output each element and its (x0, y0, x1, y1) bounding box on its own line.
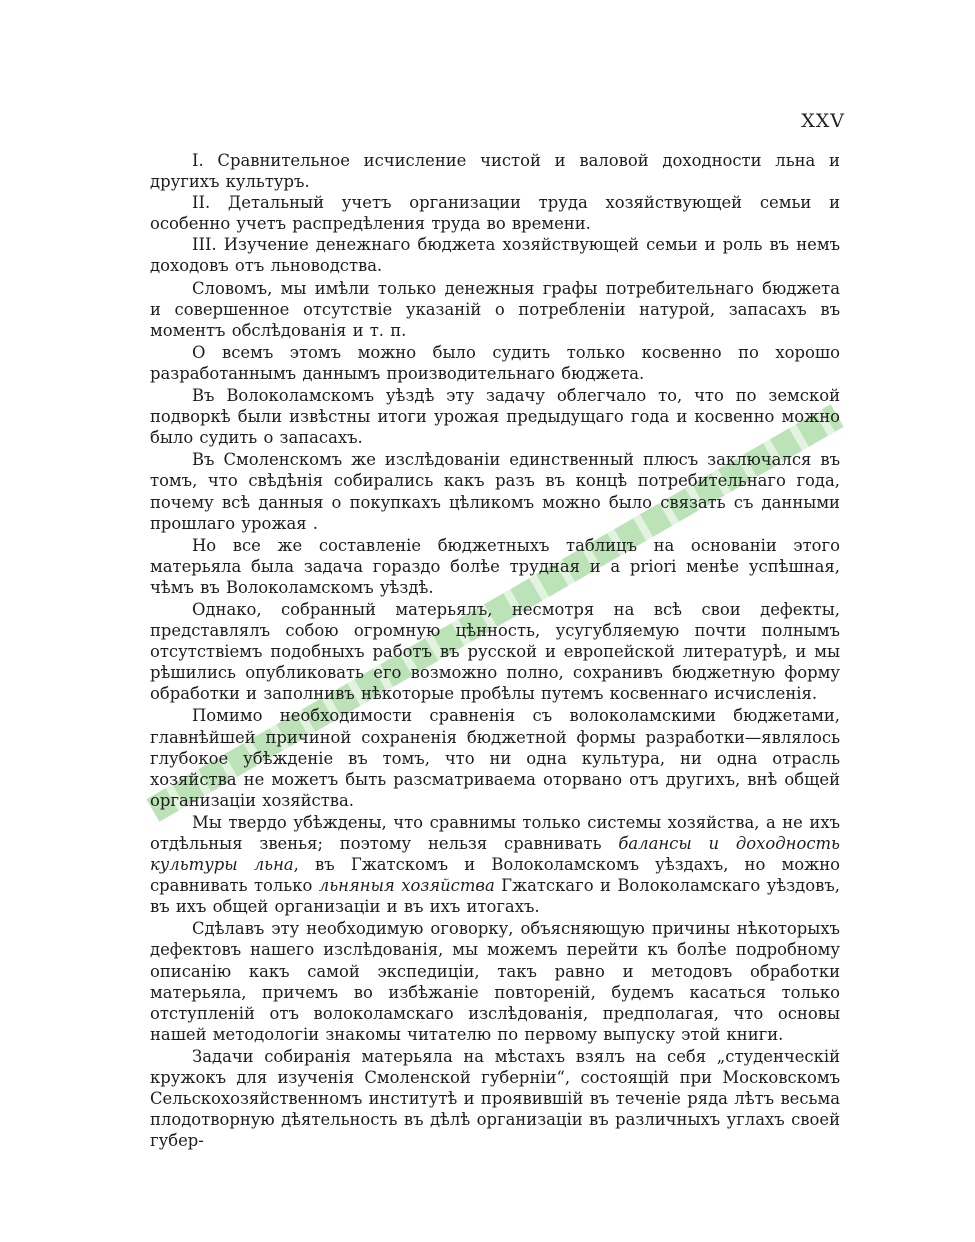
body-text (150, 150, 840, 1151)
paragraph-11 (150, 812, 840, 917)
paragraph-4: Словомъ, мы имѣли только денежныя графы потребительнаго бюджета и совершенное отсутствіе указаній о потребленіи натурой, запасахъ въ моментъ обслѣдованія и т. п. (150, 278, 840, 340)
paragraph-8: Но все же составленіе бюджетныхъ таблицъ на основаніи этого матерьяла была задача гораздо болѣе трудная и a priori менѣе успѣшная, чѣмъ въ Волоколамскомъ уѣздѣ. (150, 535, 840, 597)
paragraph-11-italic-1: балансы и доходность культуры льна (150, 834, 840, 875)
paragraph-3: III. Изучение денежнаго бюджета хозяйствующей семьи и роль въ немъ доходовъ отъ льноводства. (150, 235, 840, 276)
paragraph-11-italic-2: льняныя хозяйства (318, 876, 495, 896)
paragraph-5: О всемъ этомъ можно было судить только косвенно по хорошо разработаннымъ даннымъ производительнаго бюджета. (150, 342, 840, 383)
paragraph-12: Сдѣлавъ эту необходимую оговорку, объясняющую причины нѣкоторыхъ дефектовъ нашего изслѣдованія, мы можемъ перейти къ болѣе подробному описанію какъ самой экспедиціи, такъ равно и методовъ обработки матерьяла, причемъ во избѣжаніе повтореній, будемъ касаться только отступленій отъ волоколамскаго изслѣдованія, предполагая, что основы нашей методологіи знакомы читателю по первому выпуску этой книги. (150, 919, 840, 1044)
paragraph-9: Однако, собранный матерьялъ, несмотря на всѣ свои дефекты, представлялъ собою огромную цѣнность, усугубляемую почти полнымъ отсутствіемъ подобныхъ работъ въ русской и европейской литературѣ, и мы рѣшились опубликовать его возможно полно, сохранивъ бюджетную форму обработки и заполнивъ нѣкоторые пробѣлы путемъ косвеннаго исчисленія. (150, 599, 840, 704)
page-number: XXV (801, 110, 845, 132)
paragraph-1: I. Сравнительное исчисление чистой и валовой доходности льна и другихъ культуръ. (150, 151, 840, 192)
paragraph-7: Въ Смоленскомъ же изслѣдованіи единственный плюсъ заключался въ томъ, что свѣдѣнія собирались какъ разъ въ концѣ потребительнаго года, почему всѣ данныя о покупкахъ цѣликомъ можно было связать съ данными прошлаго урожая . (150, 450, 840, 533)
paragraph-11-part-e: Гжатскаго и Волоколамскаго уѣздовъ, въ ихъ общей организаціи и въ ихъ итогахъ. (150, 876, 840, 917)
paragraph-13: Задачи собиранія матерьяла на мѣстахъ взялъ на себя „студенческій кружокъ для изученія Смоленской губерніи“, состоящій при Московскомъ Сельскохозяйственномъ институтѣ и проявившій въ теченіе ряда лѣтъ весьма плодотворную дѣятельность въ дѣлѣ организаціи въ различныхъ углахъ своей губер- (150, 1046, 840, 1151)
paragraph-10: Помимо необходимости сравненія съ волоколамскими бюджетами, главнѣйшей причиной сохраненія бюджетной формы разработки—являлось глубокое убѣжденіе въ томъ, что ни одна культура, ни одна отрасль хозяйства не можетъ быть разсматриваема оторвано отъ другихъ, внѣ общей организаціи хозяйства. (150, 706, 840, 810)
paragraph-11-part-c: , въ Гжатскомъ и Волоколамскомъ уѣздахъ, но можно сравнивать только (150, 855, 841, 896)
paragraph-2: II. Детальный учетъ организации труда хозяйствующей семьи и особенно учетъ распредѣления труда во времени. (150, 193, 840, 234)
paragraph-11-part-a: Мы твердо убѣждены, что сравнимы только системы хозяйства, а не ихъ отдѣльныя звенья; поэтому нельзя сравнивать (150, 812, 840, 853)
paragraph-6: Въ Волоколамскомъ уѣздѣ эту задачу облегчало то, что по земской подворкѣ были извѣстны итоги урожая предыдущаго года и косвенно можно было судить о запасахъ. (150, 386, 840, 448)
